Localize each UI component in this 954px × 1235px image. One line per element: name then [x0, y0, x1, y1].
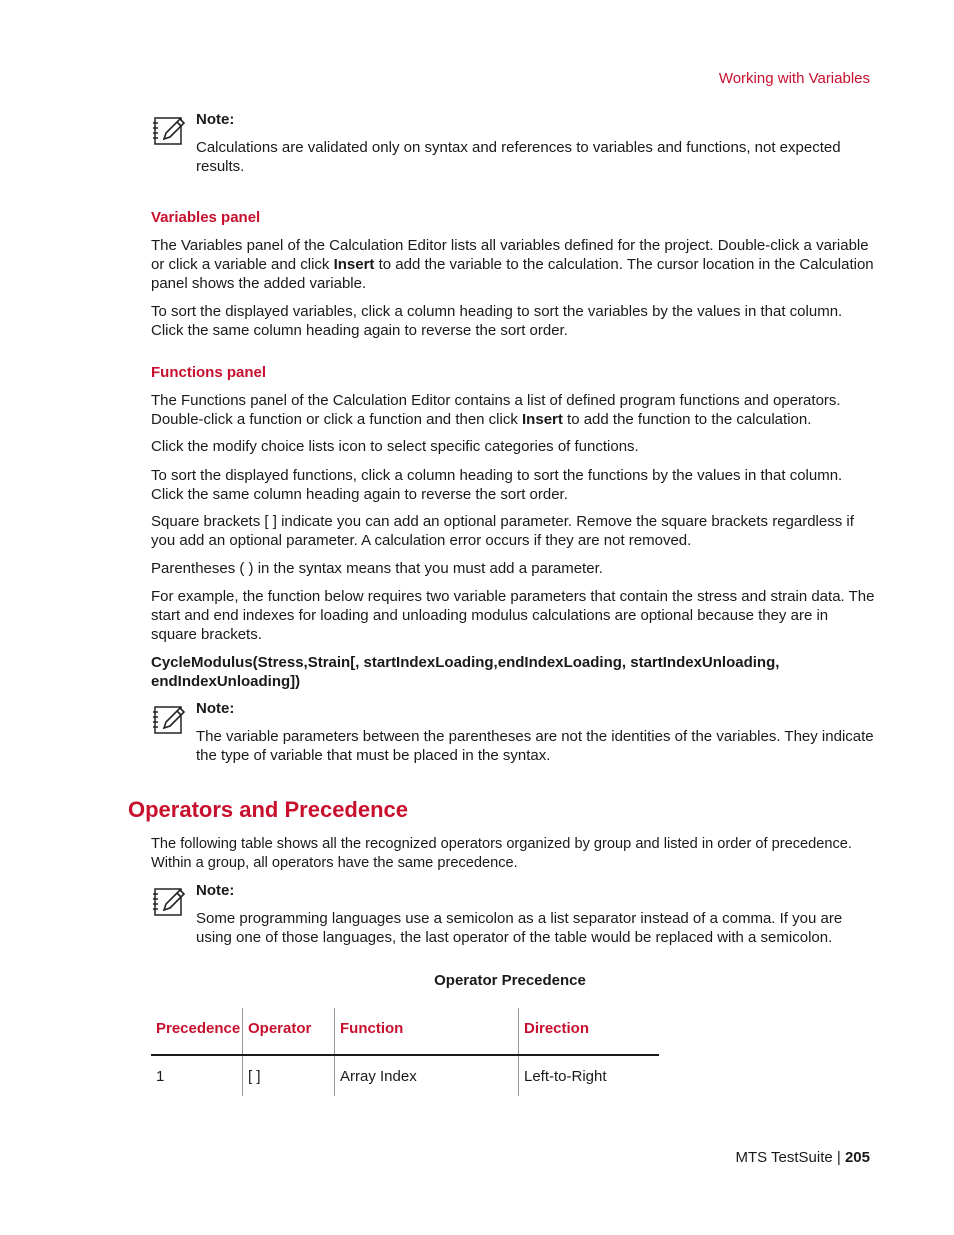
note-body: Some programming languages use a semicolon as a list separator instead of a comma. If you are using one of those languages, the last operator of the table would be replaced with a semicolon.: [196, 910, 843, 946]
parentheses-paragraph: Parentheses ( ) in the syntax means that you must add a parameter.: [151, 560, 603, 577]
note-body: The variable parameters between the parentheses are not the identities of the variables. They indicate the type of variable that must be placed in the syntax.: [196, 728, 874, 764]
operators-paragraph: The following table shows all the recognized operators organized by group and listed in order of precedence. Within a group, all operators have the same precedence.: [151, 836, 852, 871]
note-pencil-icon: [152, 884, 186, 918]
operator-precedence-table: [151, 1008, 659, 1096]
square-brackets-paragraph: Square brackets [ ] indicate you can add an optional parameter. Remove the square brackets regardless if you add an optional parameter. A calculation error occurs if they are not removed.: [151, 513, 854, 549]
column-header-precedence: Precedence: [156, 1020, 241, 1037]
variables-panel-heading: Variables panel: [151, 209, 261, 226]
syntax-example: CycleModulus(Stress,Strain[, startIndexLoading,endIndexLoading, startIndexUnloading, endIndexUnloading]): [151, 654, 780, 690]
running-head: Working with Variables: [718, 70, 870, 87]
functions-panel-paragraph: The Functions panel of the Calculation Editor contains a list of defined program functions and operators. Double-click a function or click a function and then click Insert to add the function to the calculation.: [151, 392, 841, 428]
table-caption: Operator Precedence: [434, 972, 586, 989]
column-header-function: Function: [334, 1008, 518, 1054]
note-pencil-icon: [152, 113, 186, 147]
table-cell: 1: [156, 1068, 165, 1085]
note-title: Note:: [196, 700, 235, 717]
table-cell: [ ]: [242, 1056, 334, 1096]
footer-product: MTS TestSuite |: [735, 1149, 845, 1166]
table-cell: Array Index: [334, 1056, 518, 1096]
example-paragraph: For example, the function below requires two variable parameters that contain the stress and strain data. The start and end indexes for loading and unloading modulus calculations are optional because they are in square brackets.: [151, 588, 875, 643]
variables-panel-paragraph: The Variables panel of the Calculation Editor lists all variables defined for the project. Double-click a variable or click a variable and click Insert to add the variable to the calculation. The cursor location in the Calculation panel shows the added variable.: [151, 237, 874, 292]
page-number: 205: [844, 1149, 870, 1166]
note-body: Calculations are validated only on syntax and references to variables and functions, not expected results.: [196, 139, 841, 175]
section-heading: Operators and Precedence: [128, 797, 409, 822]
modify-choice-paragraph: Click the modify choice lists icon to select specific categories of functions.: [151, 438, 639, 455]
table-header-row: [151, 1008, 659, 1056]
column-header-direction: Direction: [518, 1008, 659, 1054]
table-cell: Left-to-Right: [518, 1056, 659, 1096]
variables-sort-paragraph: To sort the displayed variables, click a column heading to sort the variables by the values in that column. Click the same column heading again to reverse the sort order.: [151, 303, 843, 339]
page-footer: [735, 1149, 870, 1166]
note-title: Note:: [196, 111, 235, 128]
functions-panel-heading: Functions panel: [151, 364, 267, 381]
note-title: Note:: [196, 882, 235, 899]
note-pencil-icon: [152, 702, 186, 736]
functions-sort-paragraph: To sort the displayed functions, click a column heading to sort the functions by the values in that column. Click the same column heading again to reverse the sort order.: [151, 467, 843, 503]
column-header-operator: Operator: [242, 1008, 334, 1054]
table-row: [151, 1056, 659, 1096]
